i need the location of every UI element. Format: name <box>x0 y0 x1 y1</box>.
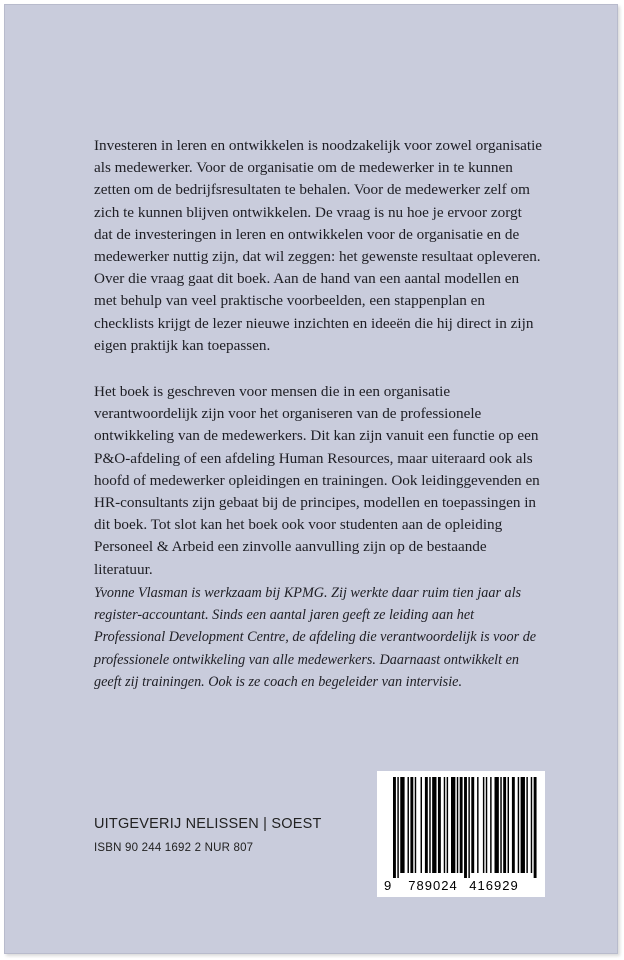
barcode-bar <box>512 777 515 873</box>
barcode-bar <box>432 777 436 873</box>
barcode-bar <box>415 777 416 873</box>
barcode-bar <box>495 777 499 873</box>
barcode-digit-prefix: 9 <box>384 878 392 893</box>
book-back-cover <box>4 4 618 954</box>
barcode-bar <box>400 777 404 873</box>
barcode-bar <box>521 777 525 873</box>
author-bio: Yvonne Vlasman is werkzaam bij KPMG. Zij werkte daar ruim tien jaar als register-accountant. Sinds een aantal jaren geeft ze leiding aan het Professional Development Centre, de afdeling die verantwoordelijk is voor de professionele ontwikkeling van alle medewerkers. Daarnaast ontwikkelt en geeft zij trainingen. Ook is ze coach en begeleider van intervisie. <box>94 585 537 690</box>
barcode-bar <box>429 777 430 873</box>
barcode-bar <box>451 777 455 873</box>
barcode-bar <box>477 777 478 873</box>
barcode-bar <box>397 777 398 878</box>
barcode-bar <box>457 777 458 873</box>
barcode-bar <box>393 777 396 878</box>
barcode-bar <box>460 777 463 873</box>
barcode-bar <box>483 777 484 873</box>
barcode-bar <box>471 777 474 873</box>
barcode-digits-left: 789024 <box>408 878 458 893</box>
barcode-bar <box>508 777 509 873</box>
publisher-name: UITGEVERIJ NELISSEN | SOEST <box>94 816 322 832</box>
barcode-bar <box>500 777 501 873</box>
barcode-bar <box>464 777 467 878</box>
barcode-bar <box>438 777 441 873</box>
barcode-bar <box>444 777 445 873</box>
barcode-bar <box>447 777 448 873</box>
barcode-bar <box>503 777 506 873</box>
barcode-bar <box>531 777 532 873</box>
description-paragraph-2: Het boek is geschreven voor mensen die in een organisatie verantwoordelijk zijn voor het organiseren van de professionele ontwikkeling van de medewerkers. Dit kan zijn vanuit een functie op een P&O-afdeling of een afdeling Human Resources, maar uiteraard ook als hoofd of medewerker opleidingen en trainingen. Ook leidinggevenden en HR-consultants zijn gebaat bij de principes, modellen en toepassingen in dit boek. Tot slot kan het boek ook voor studenten aan de opleiding Personeel & Arbeid een zinvolle aanvulling zijn op de bestaande literatuur. <box>94 383 540 578</box>
barcode-bar <box>534 777 537 878</box>
barcode-bar <box>408 777 409 873</box>
barcode-graphic <box>377 771 545 897</box>
barcode-bar <box>518 777 519 873</box>
description-paragraph-1: Investeren in leren en ontwikkelen is noodzakelijk voor zowel organisatie als medewerker. Voor de organisatie om de medewerker in te kunnen zetten om de bedrijfsresultaten te behalen. Voor de medewerker zelf om zich te kunnen blijven ontwikkelen. De vraag is nu hoe je ervoor zorgt dat de investeringen in leren en ontwikkelen voor de organisatie en de medewerker nuttig zijn, dat wil zeggen: het gewenste resultaat opleveren. Over die vraag gaat dit boek. Aan de hand van een aantal modellen en met behulp van veel praktische voorbeelden, een stappenplan en checklists krijgt de lezer nieuwe inzichten en ideeën die hij direct in zijn eigen praktijk kan toepassen. <box>94 137 543 354</box>
barcode-bar <box>410 777 413 873</box>
barcode-digits-right: 416929 <box>469 878 519 893</box>
barcode-bar <box>425 777 428 873</box>
barcode-bar <box>421 777 422 873</box>
isbn-line: ISBN 90 244 1692 2 NUR 807 <box>94 842 254 854</box>
barcode-bar <box>486 777 487 873</box>
barcode-bar <box>468 777 469 878</box>
barcode-bar <box>490 777 491 873</box>
barcode-bar <box>526 777 527 873</box>
barcode <box>377 771 545 897</box>
